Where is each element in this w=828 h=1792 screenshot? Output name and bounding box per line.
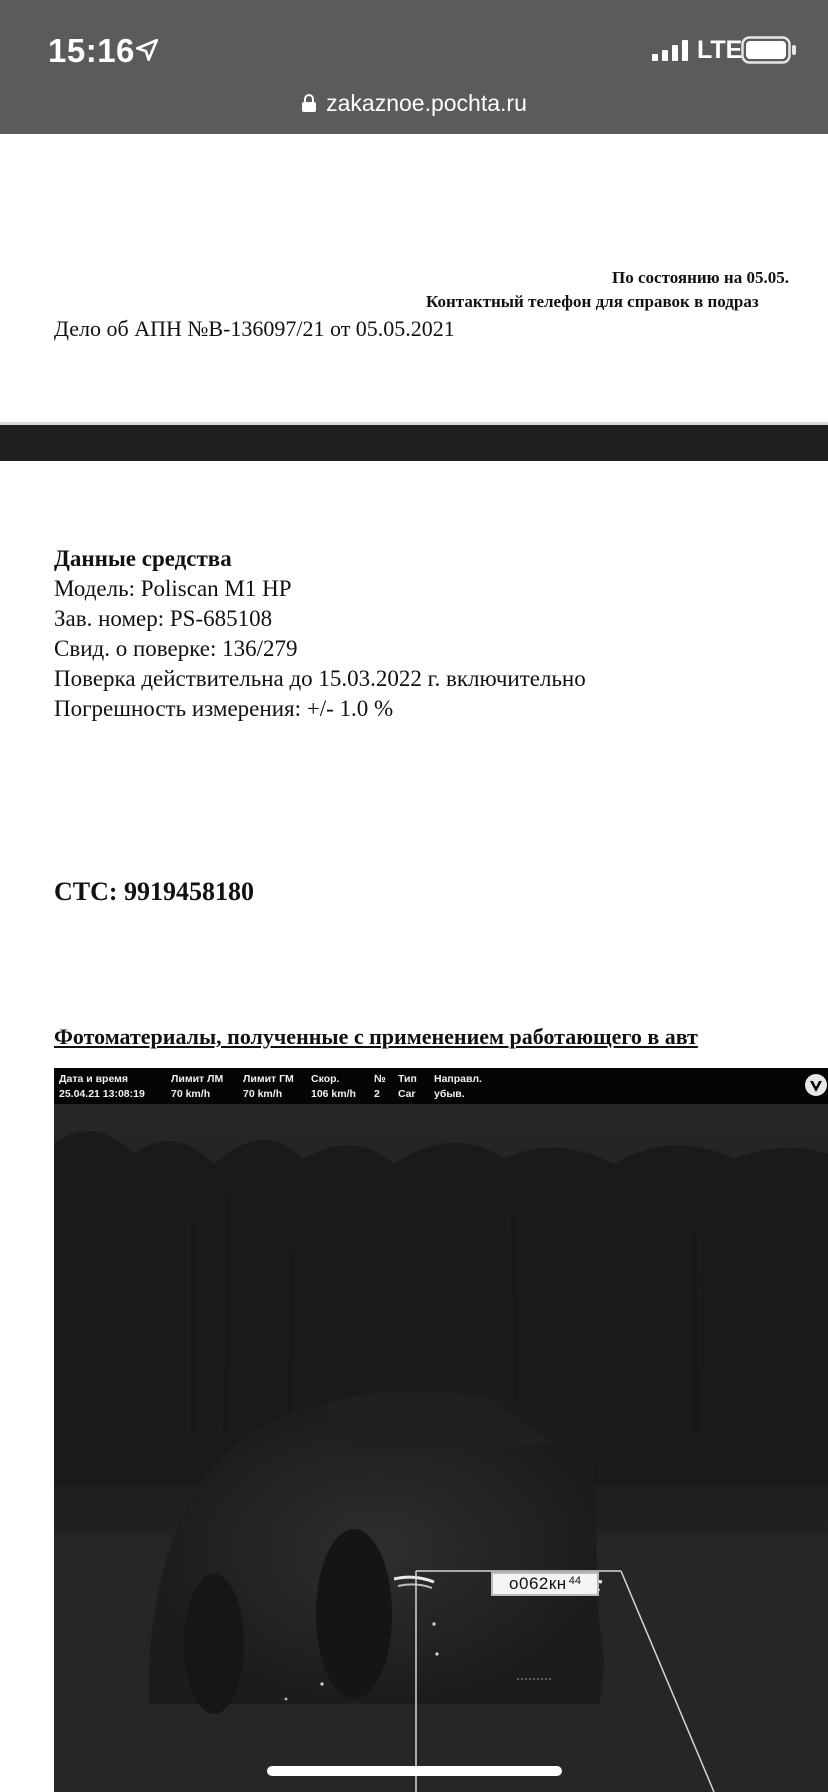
page-url: zakaznoe.pochta.ru xyxy=(326,89,527,116)
device-serial: Зав. номер: PS-685108 xyxy=(54,606,273,631)
device-section-title: Данные средства xyxy=(54,546,232,571)
photo-number-label: № xyxy=(374,1073,386,1085)
photo-limit-gm-label: Лимит ГМ xyxy=(243,1073,294,1085)
separator-band xyxy=(0,422,828,461)
photo-datetime-value: 25.04.21 13:08:19 xyxy=(59,1088,145,1100)
network-type: LTE xyxy=(697,36,743,64)
photo-limit-gm-value: 70 km/h xyxy=(243,1088,283,1100)
home-indicator[interactable] xyxy=(267,1766,562,1776)
license-plate-region: 44 xyxy=(568,1575,581,1587)
photo-direction-value: убыв. xyxy=(434,1088,465,1100)
status-time: 15:16 xyxy=(48,32,135,69)
photo-limit-gm xyxy=(243,1072,294,1102)
photo-type xyxy=(398,1072,417,1102)
vitronic-logo-icon xyxy=(804,1073,828,1097)
browser-top-bar xyxy=(0,0,828,134)
license-plate xyxy=(491,1572,599,1596)
address-bar[interactable] xyxy=(0,88,828,118)
battery-icon xyxy=(741,36,797,64)
photo-limit-lm-value: 70 km/h xyxy=(171,1088,211,1100)
photo-number-value: 2 xyxy=(374,1088,380,1100)
photo-materials-heading: Фотоматериалы, полученные с применением работающего в авт xyxy=(54,1024,698,1049)
signal-bars-icon xyxy=(652,38,692,62)
photo-info-header xyxy=(54,1068,828,1104)
license-plate-number: о062кн xyxy=(509,1574,567,1593)
status-date-line: По состоянию на 05.05. xyxy=(612,268,789,287)
photo-limit-lm-label: Лимит ЛМ xyxy=(171,1073,224,1085)
photo-number xyxy=(374,1072,386,1102)
device-valid-until: Поверка действительна до 15.03.2022 г. включительно xyxy=(54,666,586,691)
photo-speed-value: 106 km/h xyxy=(311,1088,356,1100)
lock-icon xyxy=(301,93,317,113)
photo-type-label: Тип xyxy=(398,1073,417,1085)
device-data-section xyxy=(54,544,586,724)
device-certificate: Свид. о поверке: 136/279 xyxy=(54,636,298,661)
location-arrow-icon xyxy=(134,37,160,63)
sts-number: СТС: 9919458180 xyxy=(54,877,255,906)
photo-speed xyxy=(311,1072,356,1102)
photo-datetime-label: Дата и время xyxy=(59,1073,129,1085)
device-model: Модель: Poliscan M1 HP xyxy=(54,576,292,601)
device-accuracy: Погрешность измерения: +/- 1.0 % xyxy=(54,696,394,721)
photo-direction xyxy=(434,1072,482,1102)
camera-photo xyxy=(54,1068,828,1792)
photo-datetime xyxy=(59,1072,145,1102)
night-road-scene xyxy=(54,1104,828,1792)
photo-speed-label: Скор. xyxy=(311,1073,340,1085)
case-number-line: Дело об АПН №В-136097/21 от 05.05.2021 xyxy=(54,316,455,341)
photo-type-value: Car xyxy=(398,1088,416,1100)
photo-direction-label: Направл. xyxy=(434,1073,482,1085)
photo-limit-lm xyxy=(171,1072,223,1102)
contact-phone-line: Контактный телефон для справок в подраз xyxy=(426,292,759,311)
